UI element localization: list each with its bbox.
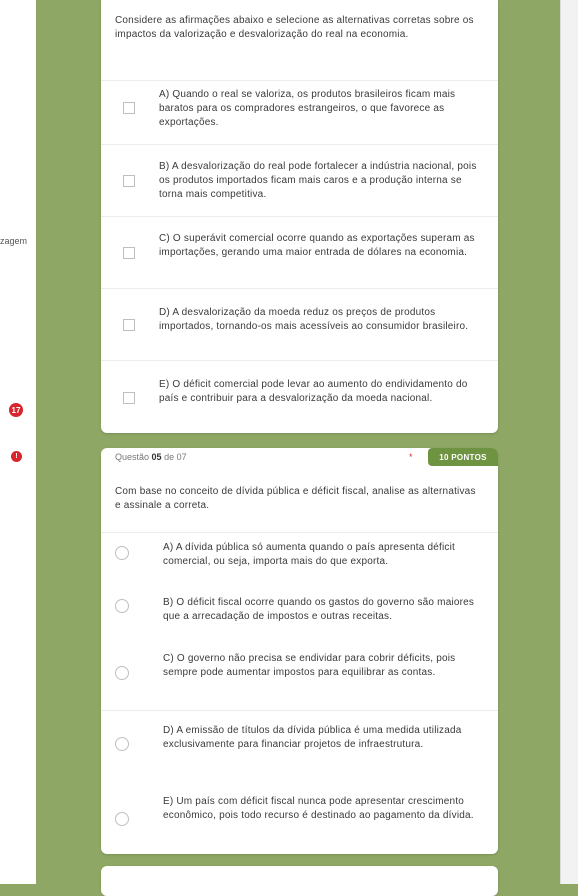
question-number <box>115 452 187 462</box>
question-statement: Considere as afirmações abaixo e selecione as alternativas corretas sobre os impactos da valorização e desvalorização do real na economia. <box>115 15 474 40</box>
option-label: E) Um país com déficit fiscal nunca pode apresentar crescimento econômico, pois todo recurso é destinado ao pagamento da dívida. <box>163 796 474 821</box>
radio-option-b[interactable] <box>101 586 498 648</box>
sidebar-cut-text: zagem <box>0 236 28 246</box>
scrollbar[interactable] <box>560 0 578 884</box>
question-card-checkbox <box>101 0 498 433</box>
option-label: B) O déficit fiscal ocorre quando os gastos do governo são maiores que a arrecadação de impostos e outras receitas. <box>163 597 475 622</box>
radio-option-d[interactable] <box>101 710 498 790</box>
option-label: A) Quando o real se valoriza, os produtos brasileiros ficam mais baratos para os compradores estrangeiros, o que favorece as exportações. <box>159 89 456 128</box>
left-panel <box>0 0 36 884</box>
radio-option-c[interactable] <box>101 648 498 710</box>
radio-option-e[interactable] <box>101 790 498 854</box>
checkbox[interactable] <box>123 319 135 331</box>
required-mark: * <box>409 452 413 462</box>
next-question-card <box>101 866 498 896</box>
checkbox-option-c[interactable] <box>101 216 498 288</box>
checkbox-option-e[interactable] <box>101 360 498 433</box>
checkbox-option-d[interactable] <box>101 288 498 360</box>
radio-button[interactable] <box>115 666 129 680</box>
question-header <box>101 448 498 466</box>
question-statement: Com base no conceito de dívida pública e déficit fiscal, analise as alternativas e assinale a correta. <box>115 486 476 511</box>
option-label: B) A desvalorização do real pode fortalecer a indústria nacional, pois os produtos importados ficam mais caros e a produção interna se torna mais competitiva. <box>159 161 477 200</box>
radio-button[interactable] <box>115 546 129 560</box>
question-total: de 07 <box>164 452 187 462</box>
question-index: 05 <box>151 452 162 462</box>
points-badge: 10 PONTOS <box>428 448 498 466</box>
option-label: A) A dívida pública só aumenta quando o país apresenta déficit comercial, ou seja, importa mais do que exporta. <box>163 542 456 567</box>
checkbox-option-a[interactable] <box>101 80 498 144</box>
radio-button[interactable] <box>115 812 129 826</box>
alert-icon[interactable]: ! <box>11 451 22 462</box>
checkbox[interactable] <box>123 102 135 114</box>
question-label: Questão <box>115 452 150 462</box>
question-card-radio <box>101 448 498 854</box>
option-label: D) A desvalorização da moeda reduz os preços de produtos importados, tornando-os mais acessíveis ao consumidor brasileiro. <box>159 307 469 332</box>
radio-button[interactable] <box>115 599 129 613</box>
option-label: D) A emissão de títulos da dívida pública é uma medida utilizada exclusivamente para financiar projetos de infraestrutura. <box>163 725 462 750</box>
notification-count-badge[interactable]: 17 <box>9 403 23 417</box>
checkbox[interactable] <box>123 175 135 187</box>
checkbox-option-b[interactable] <box>101 144 498 216</box>
checkbox[interactable] <box>123 247 135 259</box>
option-label: C) O governo não precisa se endividar para cobrir déficits, pois sempre pode aumentar impostos para equilibrar as contas. <box>163 653 456 678</box>
checkbox[interactable] <box>123 392 135 404</box>
radio-button[interactable] <box>115 737 129 751</box>
option-label: E) O déficit comercial pode levar ao aumento do endividamento do país e contribuir para a desvalorização da moeda nacional. <box>159 379 468 404</box>
option-label: C) O superávit comercial ocorre quando as exportações superam as importações, gerando uma maior entrada de dólares na economia. <box>159 233 475 258</box>
